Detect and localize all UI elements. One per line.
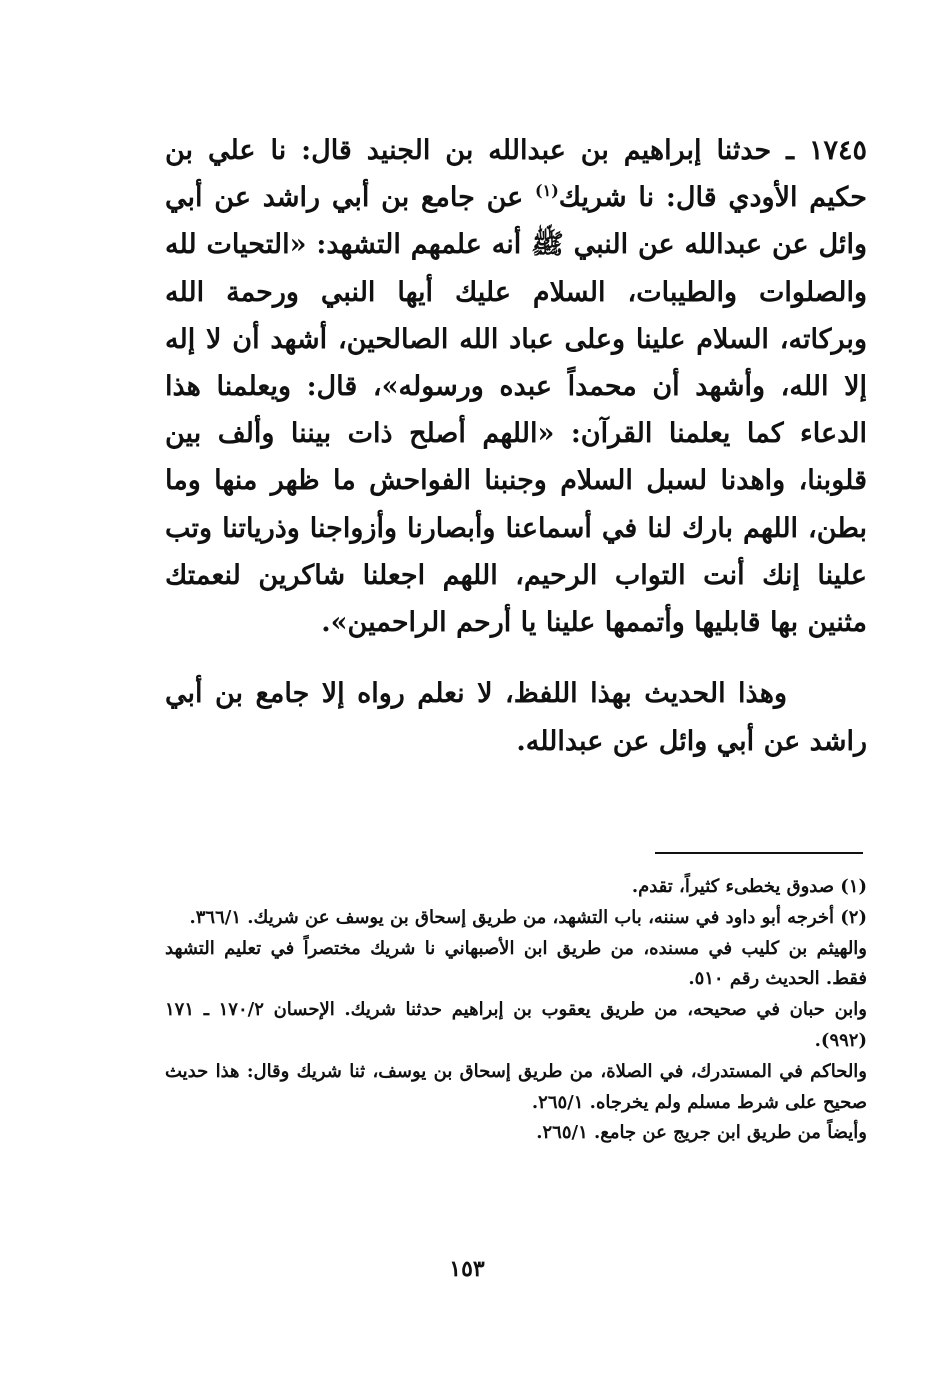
footnote-1: (١) صدوق يخطىء كثيراً، تقدم. — [631, 876, 867, 897]
page-number: ١٥٣ — [449, 1256, 485, 1282]
footnotes — [165, 872, 867, 1149]
footnote-2-ibn-jurayj: وأيضاً من طريق ابن جريج عن جامع. ٢٦٥/١. — [536, 1122, 867, 1144]
hadith-number: ١٧٤٥ — [808, 135, 867, 166]
footnote-2: (٢) أخرجه أبو داود في سننه، باب التشهد، من طريق إسحاق بن يوسف عن شريك. ٣٦٦/١. — [189, 906, 867, 928]
footnote-2-ibn-hibban: وابن حبان في صحيحه، من طريق يعقوب بن إبراهيم حدثنا شريك. الإحسان ١٧٠/٢ ـ ١٧١ (٩٩٢). — [165, 999, 867, 1051]
footnote-reference: (١) — [535, 181, 559, 201]
hadith-text — [165, 127, 867, 646]
hadith-text-part2: عن جامع بن أبي راشد عن أبي وائل عن عبدالله عن النبي ﷺ أنه علمهم التشهد: «التحيات لله والصلوات والطيبات، السلام عليك أيها النبي ورحمة الله وبركاته، السلام علينا وعلى عباد الله الصالحين، أشهد أن لا إله إلا الله، وأشهد أن محمداً عبده ورسوله»، قال: ويعلمنا هذا الدعاء كما يعلمنا القرآن: «اللهم أصلح ذات بيننا وألف بين قلوبنا، واهدنا لسبل السلام وجنبنا الفواحش ما ظهر منها وما بطن، اللهم بارك لنا في أسماعنا وأبصارنا وأزواجنا وذرياتنا وتب علينا إنك أنت التواب الرحيم، اللهم اجعلنا شاكرين لنعمتك مثنين بها قابليها وأتممها علينا يا أرحم الراحمين». — [165, 182, 867, 639]
commentary-paragraph: وهذا الحديث بهذا اللفظ، لا نعلم رواه إلا جامع بن أبي راشد عن أبي وائل عن عبدالله. — [165, 678, 867, 757]
footnote-separator — [655, 852, 863, 854]
footnote-2-haytham: والهيثم بن كليب في مسنده، من طريق ابن الأصبهاني نا شريك مختصراً في تعليم التشهد فقط. الحديث رقم ٥١٠. — [165, 937, 867, 990]
hadith-text-part1: ـ حدثنا إبراهيم بن عبدالله بن الجنيد قال: نا علي بن حكيم الأودي قال: نا شريك — [165, 135, 867, 214]
footnote-2-hakim: والحاكم في المستدرك، في الصلاة، من طريق إسحاق بن يوسف، ثنا شريك وقال: هذا حديث صحيح على شرط مسلم ولم يخرجاه. ٢٦٥/١. — [165, 1060, 867, 1113]
